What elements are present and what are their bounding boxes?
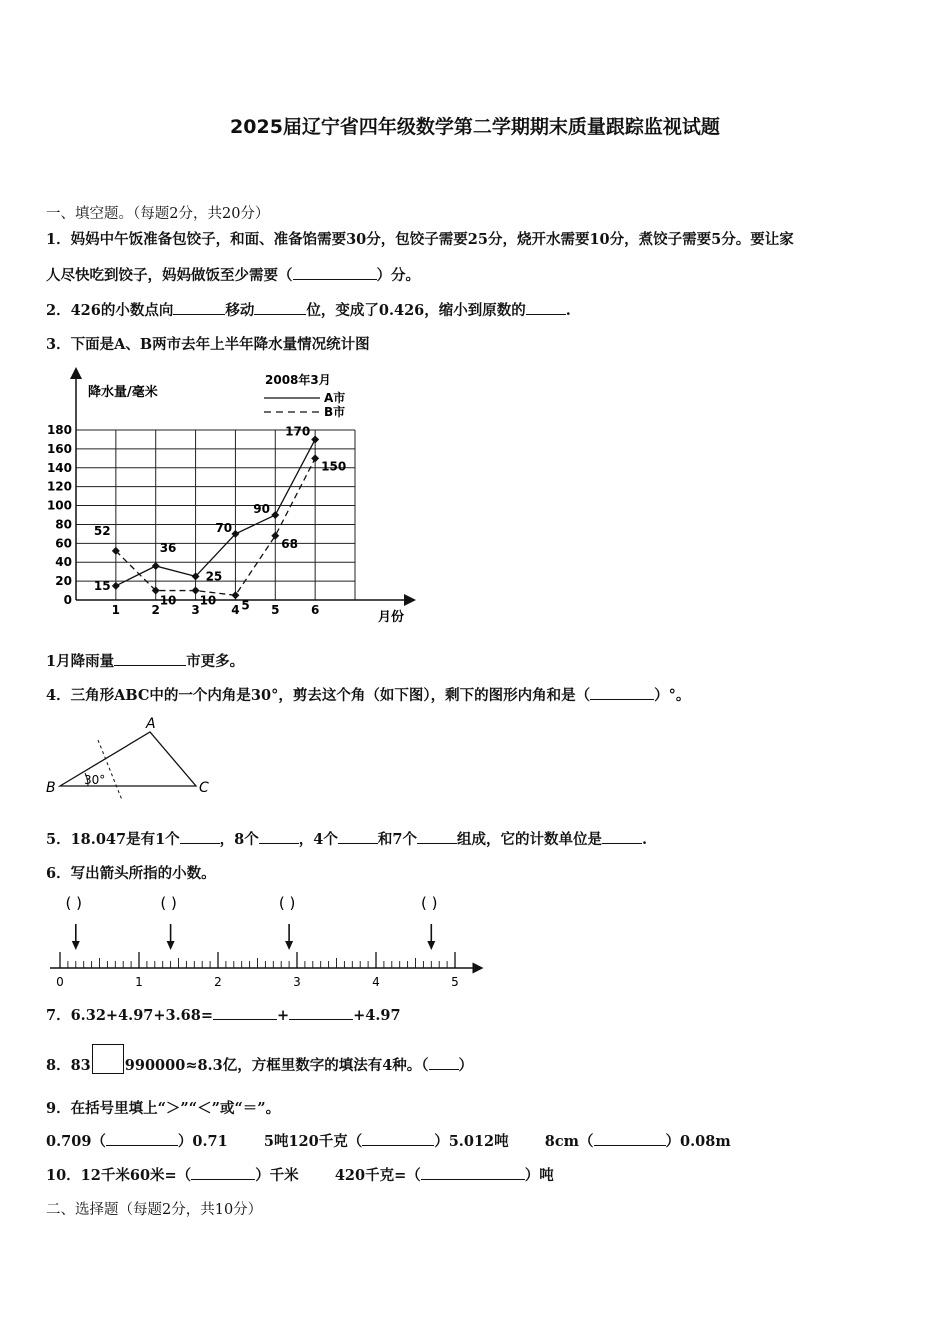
data-label-a-1: 15 — [93, 578, 111, 593]
number-line-arrows — [66, 894, 438, 950]
number-line-labels — [56, 975, 459, 989]
q5-text-f: . — [641, 831, 648, 848]
number-line-ticks — [60, 952, 455, 968]
q9-item-2-right: ）5.012吨 — [434, 1133, 509, 1150]
y-tick-120: 120 — [46, 479, 72, 494]
q9-item-3-left: 8cm（ — [544, 1133, 594, 1150]
triangle-abc — [60, 732, 196, 786]
q9-item-1-left: 0.709（ — [46, 1133, 106, 1150]
data-label-b-2: 10 — [159, 593, 177, 608]
q10-blank-2[interactable] — [421, 1165, 525, 1180]
y-tick-180: 180 — [46, 423, 72, 437]
point-a-2 — [152, 562, 160, 570]
q9-item-1-right: ）0.71 — [177, 1133, 228, 1150]
y-tick-140: 140 — [46, 460, 72, 475]
data-label-a-2: 36 — [159, 541, 177, 555]
nl-paren-3: ( ) — [278, 894, 296, 912]
q9-item-3-right: ）0.08m — [665, 1133, 731, 1150]
vertex-c: C — [199, 780, 209, 796]
q9-item-2-blank[interactable] — [362, 1131, 434, 1146]
q5-blank-4[interactable] — [417, 829, 457, 844]
cut-line — [98, 740, 122, 800]
q2-text-a: 2．426的小数点向 — [46, 302, 174, 319]
q1-line2 — [46, 264, 420, 285]
q10-text-b: ）千米 — [255, 1167, 299, 1184]
q5-blank-5[interactable] — [602, 829, 642, 844]
q7-line — [46, 1004, 401, 1025]
q9-item-2-left: 5吨120千克（ — [263, 1133, 363, 1150]
y-axis-label: 降水量/毫米 — [88, 385, 158, 400]
data-label-b-1: 52 — [93, 523, 111, 538]
q5-text-c: ，4个 — [298, 831, 338, 848]
chart-series — [94, 424, 346, 612]
q2-text-c: 位，变成了0.426，缩小到原数的 — [306, 302, 526, 319]
y-tick-0: 0 — [63, 593, 72, 607]
nl-label-3: 3 — [293, 975, 301, 989]
legend-label-b: B市 — [324, 405, 346, 419]
q2-text-d: . — [565, 302, 571, 319]
triangle-figure — [40, 712, 230, 804]
point-a-1 — [112, 582, 120, 590]
data-label-b-4: 5 — [241, 598, 250, 613]
q3-after-b: 市更多。 — [186, 653, 245, 670]
angle-label: 30° — [84, 773, 106, 787]
point-a-5 — [271, 511, 279, 519]
nl-paren-4: ( ) — [421, 894, 438, 912]
section2-heading: 二、选择题（每题2分，共10分） — [46, 1202, 263, 1218]
q10-blank-1[interactable] — [191, 1165, 255, 1180]
x-tick-5: 5 — [271, 603, 280, 617]
q1-text-b: ）分。 — [376, 267, 420, 284]
q7-text-b: + — [276, 1007, 290, 1024]
vertex-a: A — [146, 716, 156, 732]
legend-label-a: A市 — [324, 391, 346, 405]
data-label-a-4: 70 — [215, 520, 233, 535]
y-tick-20: 20 — [55, 574, 72, 589]
data-label-a-5: 90 — [253, 502, 270, 516]
y-tick-100: 100 — [46, 498, 72, 513]
q5-blank-1[interactable] — [180, 829, 220, 844]
q5-text-e: 组成，它的计数单位是 — [456, 831, 602, 848]
q5-blank-3[interactable] — [338, 829, 378, 844]
number-line — [40, 888, 490, 990]
q1-text-a: 人尽快吃到饺子，妈妈做饭至少需要（ — [46, 267, 293, 284]
q2-blank-2[interactable] — [254, 300, 306, 315]
data-label-b-3: 10 — [199, 593, 217, 608]
point-a-6 — [311, 435, 319, 443]
chart-title: 2008年3月 — [265, 373, 331, 387]
q7-blank-2[interactable] — [289, 1005, 353, 1020]
q9-text: 9．在括号里填上“＞”“＜”或“＝”。 — [46, 1100, 281, 1117]
q7-blank-1[interactable] — [213, 1005, 277, 1020]
nl-label-2: 2 — [214, 975, 222, 989]
nl-arrow-head-4 — [427, 941, 435, 950]
data-label-b-5: 68 — [281, 536, 298, 551]
q10-text-c: 420千克=（ — [334, 1167, 421, 1184]
q9-items — [46, 1130, 731, 1151]
data-label-b-6: 150 — [321, 459, 347, 474]
point-b-3 — [192, 587, 200, 595]
y-tick-40: 40 — [55, 555, 72, 570]
nl-label-1: 1 — [135, 975, 143, 989]
q8-text-c: ） — [458, 1057, 474, 1074]
vertex-b: B — [46, 780, 56, 796]
q6-text: 6．写出箭头所指的小数。 — [46, 865, 216, 882]
q8-line — [46, 1044, 473, 1075]
nl-label-4: 4 — [372, 975, 380, 989]
q8-text-b: 990000≈8.3亿，方框里数字的填法有4种。（ — [124, 1057, 429, 1074]
q4-line — [46, 684, 690, 705]
q8-text-a: 8．83 — [46, 1057, 91, 1074]
x-tick-4: 4 — [231, 603, 240, 617]
section1-heading: 一、填空题。（每题2分，共20分） — [46, 206, 270, 222]
nl-paren-1: ( ) — [65, 894, 83, 912]
q3-text: 3．下面是A、B两市去年上半年降水量情况统计图 — [46, 336, 370, 353]
q5-text-a: 5．18.047是有1个 — [46, 831, 180, 848]
point-b-4 — [231, 591, 239, 599]
q9-item-3-blank[interactable] — [594, 1131, 666, 1146]
series-line-a — [116, 439, 315, 585]
q10-text-a: 10．12千米60米=（ — [46, 1167, 192, 1184]
q10-text-d: ）吨 — [524, 1167, 554, 1184]
data-label-a-3: 25 — [205, 569, 223, 584]
q5-line — [46, 828, 647, 849]
q5-blank-2[interactable] — [259, 829, 299, 844]
q3-after-a: 1月降雨量 — [46, 653, 115, 670]
q4-text-b: ）°。 — [654, 687, 691, 704]
y-tick-60: 60 — [55, 536, 72, 551]
q7-text-c: +4.97 — [353, 1007, 401, 1024]
page-title: 2025届辽宁省四年级数学第二学期期末质量跟踪监视试题 — [230, 116, 720, 138]
nl-arrow-head-1 — [72, 941, 80, 950]
nl-label-0: 0 — [56, 975, 64, 989]
rainfall-chart — [40, 365, 430, 630]
y-tick-160: 160 — [46, 441, 72, 456]
q3-after — [46, 650, 244, 671]
q10-line — [46, 1164, 554, 1185]
nl-label-5: 5 — [451, 975, 459, 989]
x-tick-2: 2 — [151, 603, 160, 617]
point-b-6 — [311, 454, 319, 462]
data-label-a-6: 170 — [285, 424, 311, 439]
x-tick-6: 6 — [310, 603, 320, 617]
q9-item-1-blank[interactable] — [106, 1131, 178, 1146]
q5-text-d: 和7个 — [377, 831, 417, 848]
nl-paren-2: ( ) — [160, 894, 177, 912]
x-tick-3: 3 — [191, 603, 200, 617]
y-tick-labels — [47, 423, 72, 607]
q8-square-box[interactable] — [92, 1044, 124, 1074]
q3-blank[interactable] — [114, 651, 186, 666]
q1-blank[interactable] — [293, 265, 377, 280]
nl-arrow-head-3 — [285, 941, 293, 950]
point-b-5 — [271, 532, 279, 540]
y-tick-80: 80 — [55, 517, 72, 532]
q8-blank[interactable] — [429, 1055, 459, 1070]
q4-blank[interactable] — [590, 685, 654, 700]
x-axis-label: 月份 — [378, 610, 405, 625]
q2-text-b: 移动 — [225, 302, 255, 319]
q1-line1: 1．妈妈中午饭准备包饺子，和面、准备馅需要30分，包饺子需要25分，烧开水需要10分，煮饺子需要5分。要让家 — [46, 231, 794, 248]
q2-line — [46, 299, 571, 320]
q7-text-a: 7．6.32+4.97+3.68= — [46, 1007, 213, 1024]
q4-text-a: 4．三角形ABC中的一个内角是30°，剪去这个角（如下图），剩下的图形内角和是（ — [46, 687, 591, 704]
q5-text-b: ，8个 — [219, 831, 259, 848]
x-tick-1: 1 — [111, 603, 121, 617]
nl-arrow-head-2 — [167, 941, 175, 950]
q2-blank-3[interactable] — [526, 300, 566, 315]
q2-blank-1[interactable] — [173, 300, 225, 315]
